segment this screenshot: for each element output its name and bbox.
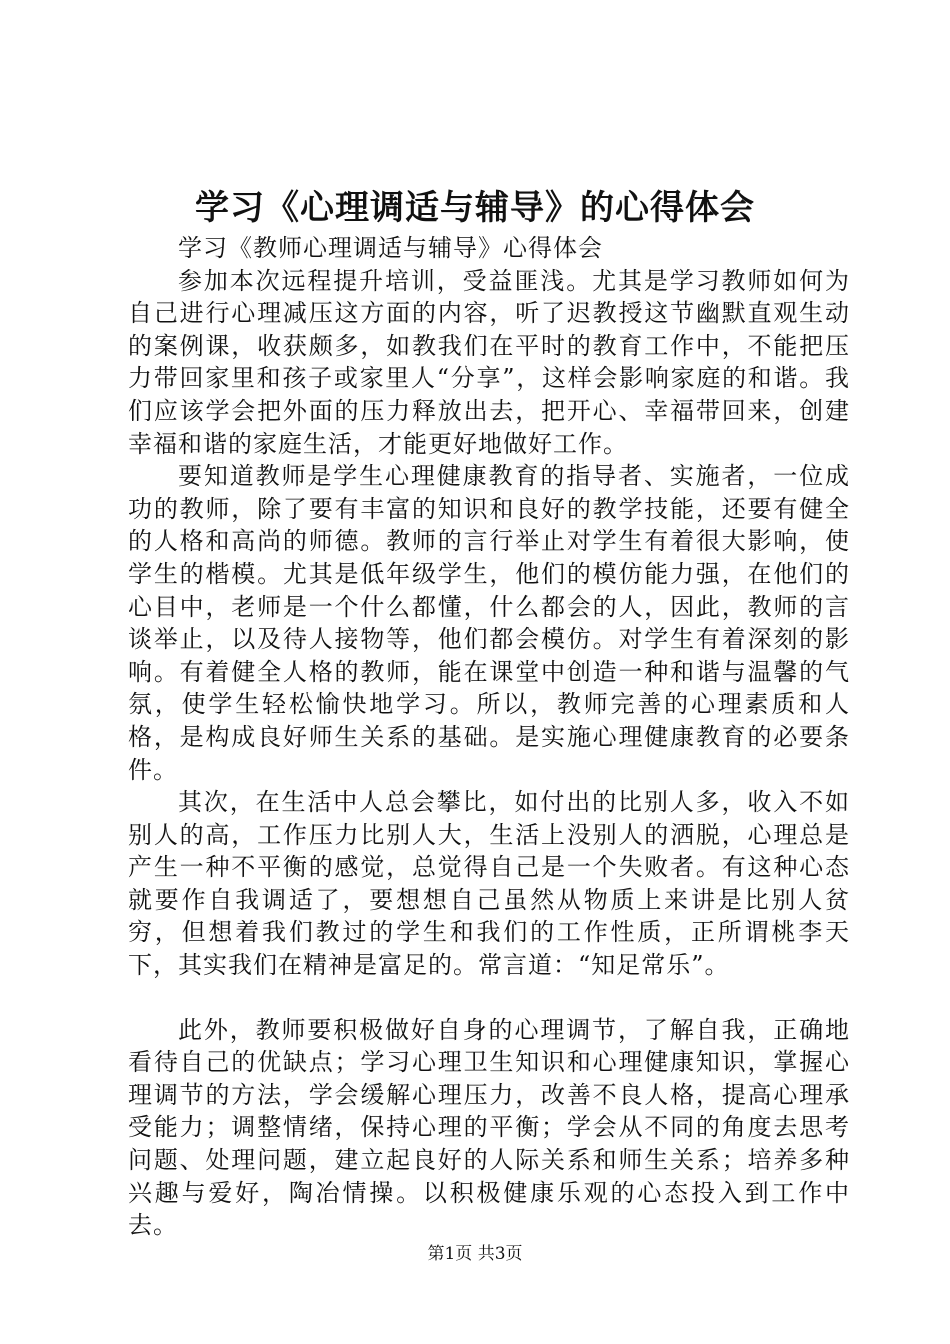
paragraph-spacer bbox=[128, 982, 850, 1014]
paragraph-1: 参加本次远程提升培训，受益匪浅。尤其是学习教师如何为自己进行心理减压这方面的内容，听了迟教授这节幽默直观生动的案例课，收获颇多，如教我们在平时的教育工作中，不能把压力带回家里和孩子或家里人“分享”，这样会影响家庭的和谐。我们应该学会把外面的压力释放出去，把开心、幸福带回来，创建幸福和谐的家庭生活，才能更好地做好工作。 bbox=[128, 266, 850, 458]
page-number-footer: 第1页 共3页 bbox=[427, 1244, 523, 1264]
document-subtitle: 学习《教师心理调适与辅导》心得体会 bbox=[178, 234, 603, 262]
paragraph-2: 要知道教师是学生心理健康教育的指导者、实施者，一位成功的教师，除了要有丰富的知识和良好的教学技能，还要有健全的人格和高尚的师德。教师的言行举止对学生有着很大影响，使学生的楷模。尤其是低年级学生，他们的模仿能力强，在他们的心目中，老师是一个什么都懂，什么都会的人，因此，教师的言谈举止，以及待人接物等，他们都会模仿。对学生有着深刻的影响。有着健全人格的教师，能在课堂中创造一种和谐与温馨的气氛，使学生轻松愉快地学习。所以，教师完善的心理素质和人格，是构成良好师生关系的基础。是实施心理健康教育的必要条件。 bbox=[128, 462, 850, 784]
page-title: 学习《心理调适与辅导》的心得体会 bbox=[195, 188, 755, 228]
document-body bbox=[128, 232, 850, 1242]
paragraph-3: 其次，在生活中人总会攀比，如付出的比别人多，收入不如别人的高，工作压力比别人大，生活上没别人的洒脱，心理总是产生一种不平衡的感觉，总觉得自己是一个失败者。有这种心态就要作自我调适了，要想想自己虽然从物质上来讲是比别人贫穷，但想着我们教过的学生和我们的工作性质，正所谓桃李天下，其实我们在精神是富足的。常言道：“知足常乐”。 bbox=[128, 788, 850, 980]
paragraph-4: 此外，教师要积极做好自身的心理调节，了解自我，正确地看待自己的优缺点；学习心理卫生知识和心理健康知识，掌握心理调节的方法，学会缓解心理压力，改善不良人格，提高心理承受能力；调整情绪，保持心理的平衡；学会从不同的角度去思考问题、处理问题，建立起良好的人际关系和师生关系；培养多种兴趣与爱好，陶冶情操。以积极健康乐观的心态投入到工作中去。 bbox=[128, 1015, 850, 1240]
